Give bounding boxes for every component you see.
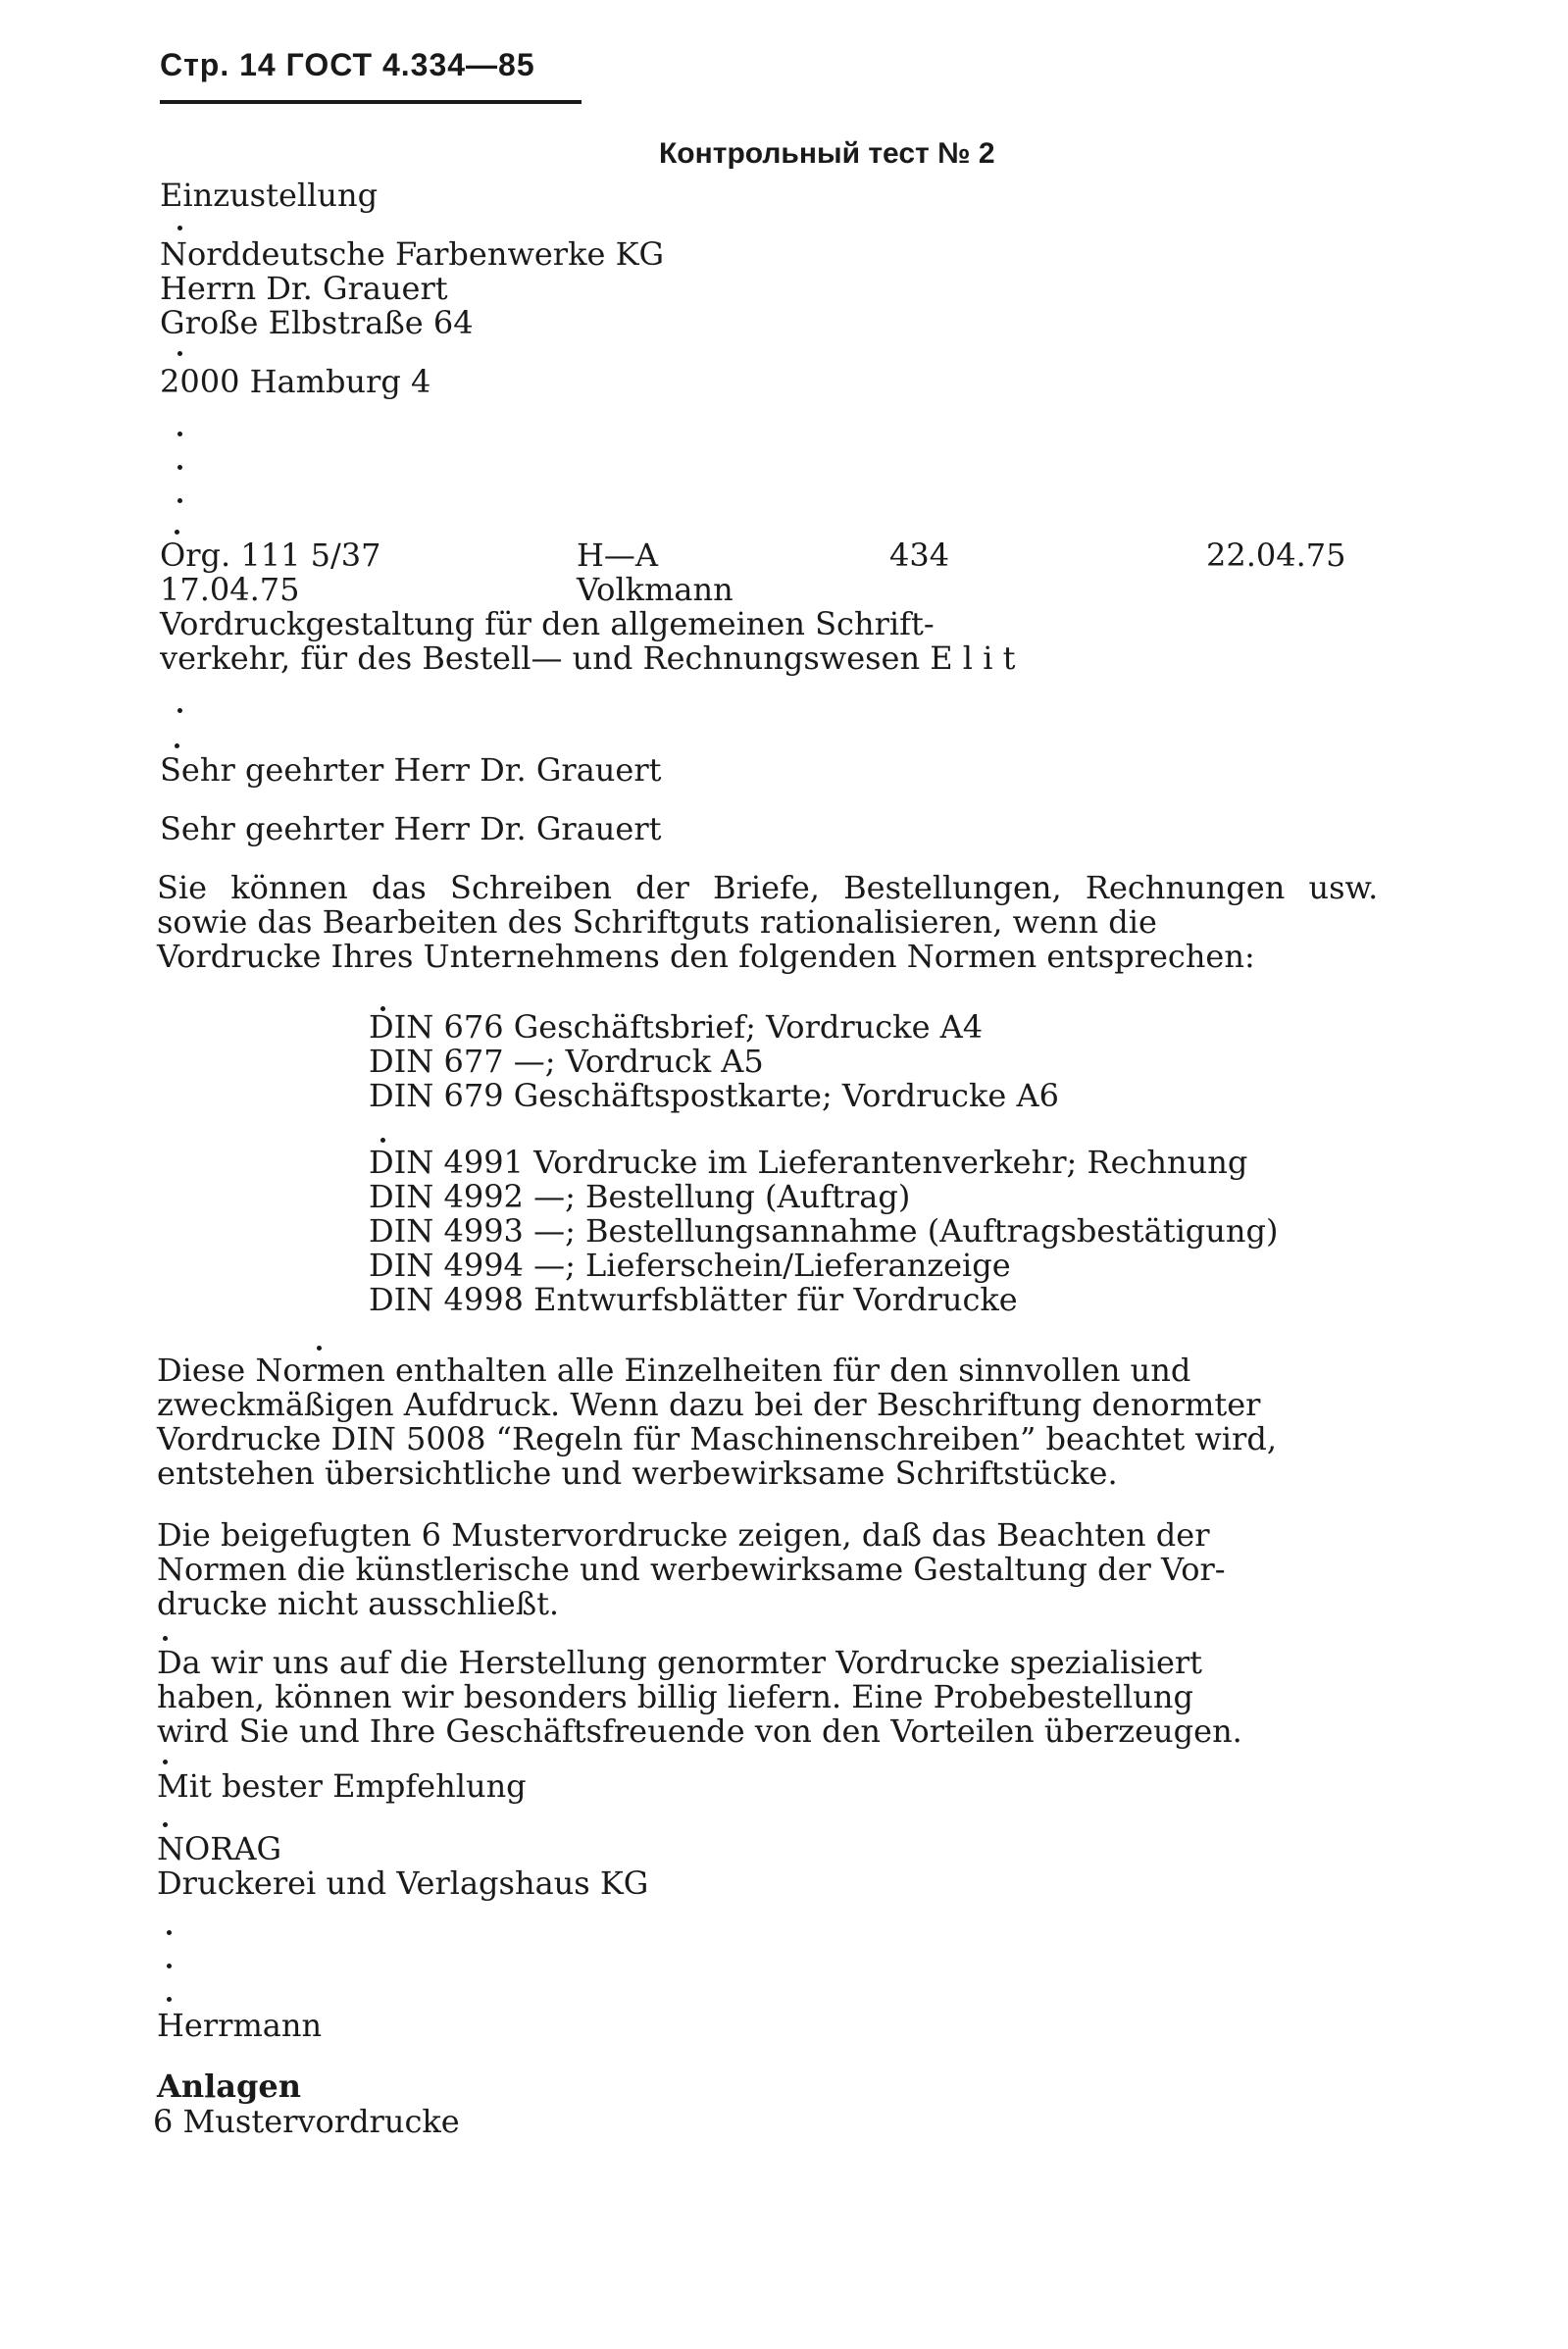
body-paragraph bbox=[157, 1518, 1422, 1621]
address-line: Große Elbstraße 64 bbox=[160, 304, 474, 341]
din-item: DIN 679 Geschäftspostkarte; Vordrucke A6 bbox=[369, 1077, 1059, 1114]
dot-marker bbox=[167, 1964, 172, 1968]
paragraph-line: Normen die künstlerische und werbewirksame Gestaltung der Vor- bbox=[157, 1551, 1226, 1588]
din-item: DIN 676 Geschäftsbrief; Vordrucke A4 bbox=[369, 1008, 984, 1046]
dot-marker bbox=[177, 498, 182, 503]
reference-code: H—A bbox=[577, 536, 659, 574]
dot-marker bbox=[167, 1930, 172, 1935]
paragraph-line: sowie das Bearbeiten des Schriftguts rationalisieren, wenn die bbox=[157, 903, 1157, 941]
din-item: DIN 4993 —; Bestellungsannahme (Auftragsbestätigung) bbox=[369, 1212, 1279, 1250]
label-einzustellung: Einzustellung bbox=[160, 177, 379, 214]
salutation: Sehr geehrter Herr Dr. Grauert bbox=[160, 810, 662, 847]
reference-number: 434 bbox=[889, 536, 950, 574]
dot-marker bbox=[177, 432, 182, 436]
company-name: NORAG bbox=[157, 1830, 281, 1867]
paragraph-line: zweckmäßigen Aufdruck. Wenn dazu bei der Beschriftung denormter bbox=[157, 1386, 1261, 1423]
paragraph-line: entstehen übersichtliche und werbewirksame Schriftstücke. bbox=[157, 1455, 1118, 1492]
address-line: 2000 Hamburg 4 bbox=[160, 363, 431, 400]
paragraph-line: Da wir uns auf die Herstellung genormter Vordrucke spezialisiert bbox=[157, 1644, 1203, 1681]
attachments-item: 6 Mustervordrucke bbox=[153, 2103, 460, 2140]
reference-name: Volkmann bbox=[577, 571, 733, 608]
header-rule bbox=[160, 100, 582, 104]
reference-date: 22.04.75 bbox=[1206, 536, 1346, 574]
paragraph-line: Vordrucke Ihres Unternehmens den folgenden Normen entsprechen: bbox=[157, 938, 1255, 975]
dot-marker bbox=[163, 1822, 168, 1827]
body-paragraph bbox=[157, 1353, 1422, 1491]
test-title: Контрольный тест № 2 bbox=[659, 137, 995, 170]
dot-marker bbox=[177, 351, 182, 356]
dot-marker bbox=[177, 226, 182, 230]
company-subtitle: Druckerei und Verlagshaus KG bbox=[157, 1864, 649, 1902]
paragraph-line: wird Sie und Ihre Geschäftsfreuende von den Vorteilen überzeugen. bbox=[157, 1712, 1242, 1750]
paragraph-line: haben, können wir besonders billig liefern. Eine Probebestellung bbox=[157, 1678, 1193, 1715]
din-item: DIN 4994 —; Lieferschein/Lieferanzeige bbox=[369, 1247, 1011, 1284]
din-item: DIN 4998 Entwurfsblätter für Vordrucke bbox=[369, 1281, 1018, 1318]
address-line: Norddeutsche Farbenwerke KG bbox=[160, 235, 665, 273]
paragraph-line: Vordrucke DIN 5008 “Regeln für Maschinenschreiben” beachtet wird, bbox=[157, 1420, 1277, 1457]
signature-name: Herrmann bbox=[157, 2007, 323, 2044]
dot-marker bbox=[163, 1760, 168, 1764]
body-paragraph bbox=[157, 1646, 1422, 1749]
closing: Mit bester Empfehlung bbox=[157, 1767, 527, 1805]
body-paragraph bbox=[157, 871, 1422, 974]
letter-date: 17.04.75 bbox=[160, 571, 300, 608]
din-item: DIN 677 —; Vordruck A5 bbox=[369, 1043, 764, 1080]
din-item: DIN 4992 —; Bestellung (Auftrag) bbox=[369, 1178, 911, 1215]
dot-marker bbox=[167, 1997, 172, 2002]
dot-marker bbox=[177, 708, 182, 713]
subject-text: verkehr, für des Bestell— und Rechnungswesen E l i t bbox=[160, 639, 1016, 677]
salutation: Sehr geehrter Herr Dr. Grauert bbox=[160, 751, 662, 789]
paragraph-line: Sie können das Schreiben der Briefe, Bestellungen, Rechnungen usw. bbox=[157, 869, 1379, 906]
dot-marker bbox=[177, 465, 182, 470]
address-line: Herrn Dr. Grauert bbox=[160, 270, 448, 307]
dot-marker bbox=[380, 1138, 385, 1143]
paragraph-line: Die beigefugten 6 Mustervordrucke zeigen, daß das Beachten der bbox=[157, 1516, 1210, 1554]
paragraph-line: Diese Normen enthalten alle Einzelheiten für den sinnvollen und bbox=[157, 1352, 1191, 1389]
attachments-label: Anlagen bbox=[157, 2068, 301, 2105]
page-header: Стр. 14 ГОСТ 4.334—85 bbox=[160, 47, 535, 82]
din-item: DIN 4991 Vordrucke im Lieferantenverkehr; Rechnung bbox=[369, 1144, 1248, 1181]
reference-org: Org. 111 5/37 bbox=[160, 536, 381, 574]
dot-marker bbox=[163, 1636, 168, 1641]
subject-text: Vordruckgestaltung für den allgemeinen Schrift- bbox=[160, 605, 935, 642]
paragraph-line: drucke nicht ausschließt. bbox=[157, 1585, 560, 1622]
dot-marker bbox=[175, 530, 179, 535]
dot-marker bbox=[317, 1346, 322, 1351]
dot-marker bbox=[175, 743, 179, 748]
